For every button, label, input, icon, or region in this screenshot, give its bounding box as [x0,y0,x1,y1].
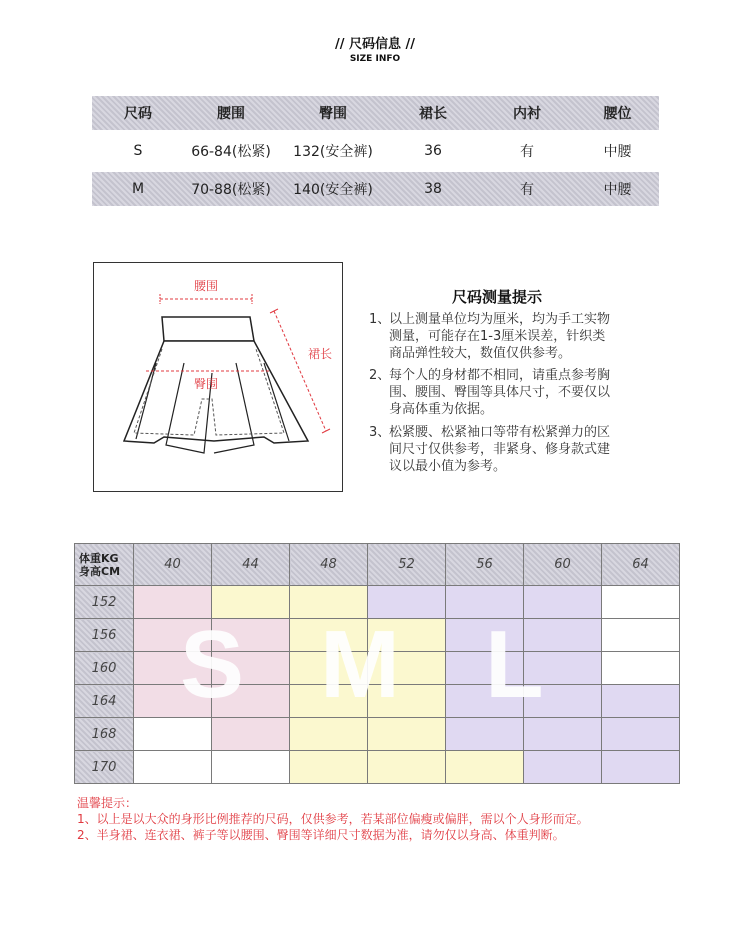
tips-title: 尺码测量提示 [452,288,543,306]
waist-label: 腰围 [194,279,219,293]
notes-line: 2、半身裙、连衣裙、裤子等以腰围、臀围等详细尺寸数据为准，请勿仅以身高、体重判断。 [77,828,565,842]
height-header: 168 [75,718,134,751]
grid-row [75,751,680,784]
size-letter-m: M [320,611,400,718]
grid-cell [602,619,680,652]
grid-cell [212,751,290,784]
weight-header: 60 [524,544,602,586]
tip-item [369,311,659,362]
table-cell: 70-88(松紧) [191,182,271,198]
weight-header: 48 [290,544,368,586]
grid-cell [368,718,446,751]
grid-corner-cell [75,544,134,586]
grid-cell [290,718,368,751]
grid-cell [524,751,602,784]
table-cell: 36 [424,143,442,159]
section-title: // 尺码信息 // [334,37,416,52]
grid-cell [524,718,602,751]
tip-line: 以上测量单位均为厘米，均为手工实物 [389,312,611,327]
weight-header: 40 [134,544,212,586]
weight-header: 56 [446,544,524,586]
grid-cell [602,685,680,718]
table-cell: M [131,181,145,197]
grid-cell [602,586,680,619]
skirt-diagram [93,262,343,492]
column-header: 腰围 [217,106,245,122]
column-header: 内衬 [513,106,541,122]
grid-header-row [75,544,680,586]
tip-line: 测量，可能存在1-3厘米误差，针织类 [389,329,606,344]
size-table [92,96,659,206]
size-letter-l: L [485,611,544,718]
tip-line: 商品弹性较大，数值仅供参考。 [389,346,572,361]
height-header: 152 [75,586,134,619]
weight-axis-label: 体重KG [79,551,119,565]
grid-cell [602,718,680,751]
tip-item [369,424,659,475]
grid-cell [134,718,212,751]
height-header: 170 [75,751,134,784]
table-cell: 38 [424,181,442,197]
table-cell: 132(安全裤) [293,144,373,160]
grid-cell [602,751,680,784]
weight-header: 52 [368,544,446,586]
tip-line: 议以最小值为参考。 [389,459,507,474]
grid-cell [212,718,290,751]
notes-line: 1、以上是以大众的身形比例推荐的尺码，仅供参考，若某部位偏瘦或偏胖，需以个人身形而定。 [77,812,589,826]
notes-heading: 温馨提示： [77,796,138,810]
tip-line: 松紧腰、松紧袖口等带有松紧弹力的区 [389,425,611,440]
height-axis-label: 身高CM [79,564,121,578]
grid-cell [446,718,524,751]
tip-item [369,367,659,418]
column-header: 尺码 [124,106,152,122]
height-header: 156 [75,619,134,652]
size-letter-s: S [180,611,245,718]
table-row [92,134,659,168]
tip-line: 围、腰围、臀围等具体尺寸，不要仅以 [389,385,611,400]
hip-label: 臀围 [194,377,219,391]
table-cell: 有 [520,144,534,160]
table-cell: 中腰 [603,182,632,198]
grid-cell [368,751,446,784]
section-subtitle: SIZE INFO [349,54,401,64]
height-header: 164 [75,685,134,718]
column-header: 臀围 [319,106,347,122]
weight-header: 64 [602,544,680,586]
skirt-illustration [94,263,344,493]
length-label: 裙长 [308,347,333,361]
tip-line: 每个人的身材都不相同，请重点参考胸 [389,368,611,383]
grid-cell [134,751,212,784]
tip-number: 3、 [369,425,391,440]
table-cell: 中腰 [603,144,632,160]
size-table-header [92,96,659,130]
height-header: 160 [75,652,134,685]
tip-line: 间尺寸仅供参考，非紧身、修身款式建 [389,442,611,457]
notes [77,795,589,843]
grid-row [75,718,680,751]
column-header: 腰位 [603,106,632,122]
table-cell: 66-84(松紧) [191,144,271,160]
table-cell: 有 [520,182,534,198]
column-header: 裙长 [419,106,447,122]
table-cell: S [133,143,143,159]
grid-cell [446,751,524,784]
grid-cell [290,751,368,784]
tip-number: 2、 [369,368,391,383]
tip-line: 身高体重为依据。 [389,402,494,417]
weight-header: 44 [212,544,290,586]
grid-cell [602,652,680,685]
table-row [92,172,659,206]
tip-number: 1、 [369,312,391,327]
table-cell: 140(安全裤) [293,182,373,198]
